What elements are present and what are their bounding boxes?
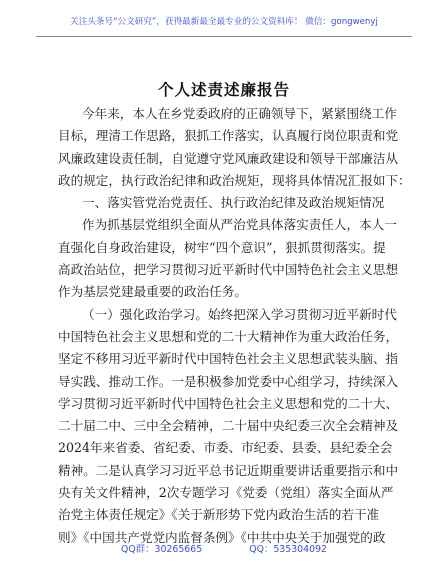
- body-line: 2024年来省委、省纪委、市委、市纪委、县委、县纪委全会: [58, 440, 393, 456]
- body-line: 目标，理清工作思路，狠抓工作落实，认真履行岗位职责和党: [58, 128, 399, 144]
- body-line: 风廉政建设责任制，自觉遵守党风廉政建设和领导干部廉洁从: [58, 150, 399, 166]
- body-line: 一、落实管党治党责任、执行政治纪律及政治规矩情况: [82, 195, 385, 211]
- body-line: 则》《中国共产党党内监督条例》《中共中央关于加强党的政: [58, 529, 386, 545]
- body-line: 学习贯彻习近平新时代中国特色社会主义思想和党的二十大、: [58, 395, 399, 411]
- body-line: （一）强化政治学习。始终把深入学习贯彻习近平新时代: [82, 306, 397, 322]
- header-banner[interactable]: 关注头条号“公文研究”，获得最新最全最专业的公文资料库！ 微信：gongwenyj: [70, 17, 378, 27]
- body-line: 作为抓基层党组织全面从严治党具体落实责任人，本人一: [82, 217, 397, 233]
- document-body: [58, 103, 411, 549]
- body-line: 高政治站位，把学习贯彻习近平新时代中国特色社会主义思想: [58, 262, 399, 278]
- footer-contacts: [0, 541, 448, 555]
- document-title: 个人述责述廉报告: [157, 80, 290, 99]
- body-line: 治党主体责任规定》《关于新形势下党内政治生活的若干准: [58, 507, 380, 523]
- body-line: 直强化自身政治建设，树牢“四个意识”，狠抓贯彻落实。提: [58, 239, 386, 255]
- header-divider: [36, 36, 412, 37]
- footer-qq[interactable]: QQ：535304092: [249, 544, 328, 555]
- body-line: 精神。二是认真学习习近平总书记近期重要讲话重要指示和中: [58, 462, 399, 478]
- body-line: 二十届二中、三中全会精神，二十届中央纪委三次全会精神及: [58, 418, 399, 434]
- body-line: 作为基层党建最重要的政治任务。: [58, 284, 247, 300]
- body-line: 今年来，本人在乡党委政府的正确领导下，紧紧围绕工作: [82, 106, 397, 121]
- body-line: 坚定不移用习近平新时代中国特色社会主义思想武装头脑、指: [58, 351, 399, 367]
- footer-qq-group[interactable]: QQ群：30265665: [120, 544, 203, 555]
- body-line: 政的规定，执行政治纪律和政治规矩，现将具体情况汇报如下：: [58, 172, 411, 188]
- body-line: 央有关文件精神，2次专题学习《党委（党组）落实全面从严: [58, 485, 394, 501]
- body-line: 中国特色社会主义思想和党的二十大精神作为重大政治任务，: [58, 328, 399, 344]
- body-line: 导实践、推动工作。一是积极参加党委中心组学习，持续深入: [58, 373, 399, 389]
